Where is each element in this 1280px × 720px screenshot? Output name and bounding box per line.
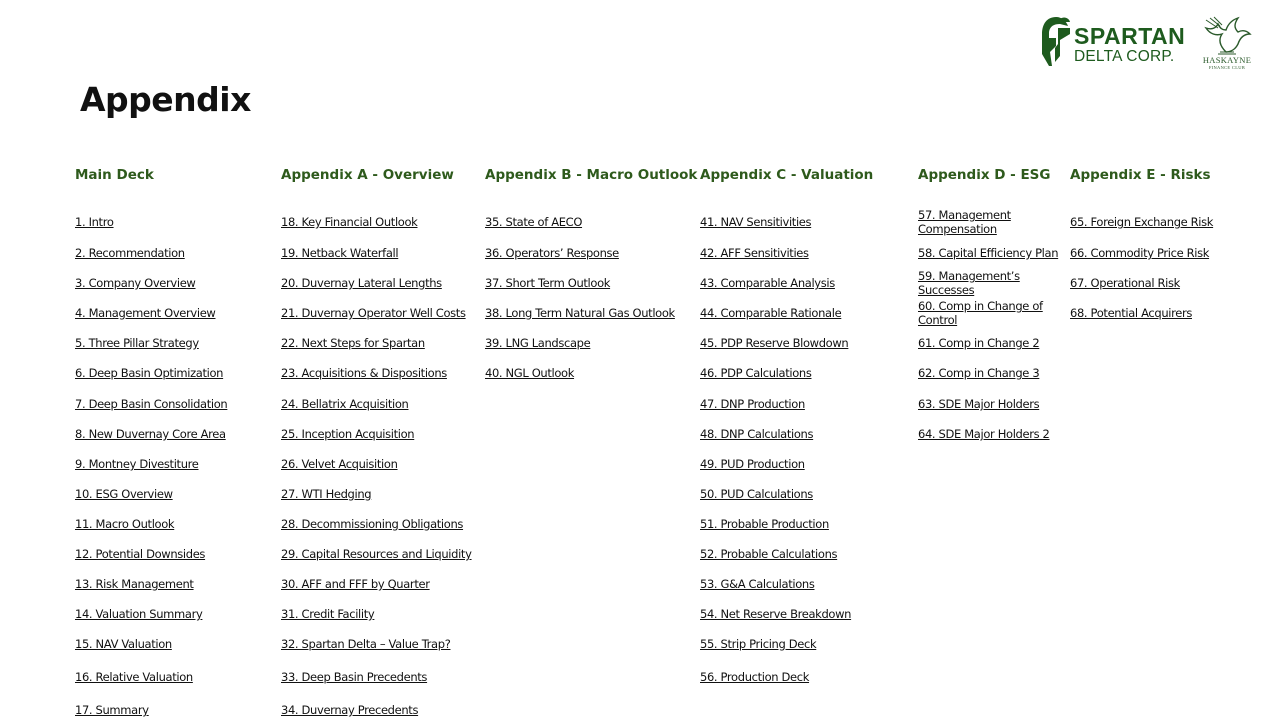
link-foreign-exchange-risk[interactable]: 65. Foreign Exchange Risk [1070,215,1214,229]
link-risk-management[interactable]: 13. Risk Management [75,577,194,591]
link-pud-production[interactable]: 49. PUD Production [700,457,805,471]
column-heading: Main Deck [75,167,154,183]
link-deep-basin-consolidation[interactable]: 7. Deep Basin Consolidation [75,397,228,411]
column-heading: Appendix D - ESG [918,167,1051,183]
column-appendix-d [918,166,1059,441]
column-heading: Appendix A - Overview [281,167,454,183]
link-duvernay-lateral-lengths[interactable]: 20. Duvernay Lateral Lengths [281,276,442,290]
link-dnp-production[interactable]: 47. DNP Production [700,397,805,411]
link-commodity-price-risk[interactable]: 66. Commodity Price Risk [1070,246,1210,260]
finance-club-logo-text: FINANCE CLUB [1208,65,1246,70]
link-aff-fff-by-quarter[interactable]: 30. AFF and FFF by Quarter [281,577,430,591]
link-velvet-acquisition[interactable]: 26. Velvet Acquisition [281,457,398,471]
link-operational-risk[interactable]: 67. Operational Risk [1070,276,1180,290]
link-managements-successes[interactable]: 59. Management’s Successes [918,269,1020,297]
link-duvernay-precedents[interactable]: 34. Duvernay Precedents [281,703,419,717]
link-management-compensation[interactable]: 57. Management Compensation [918,208,1011,236]
link-ga-calculations[interactable]: 53. G&A Calculations [700,577,815,591]
link-sde-major-holders-2[interactable]: 64. SDE Major Holders 2 [918,427,1050,441]
link-valuation-summary[interactable]: 14. Valuation Summary [75,607,203,621]
link-deep-basin-precedents[interactable]: 33. Deep Basin Precedents [281,670,428,684]
spartan-helmet-icon [1040,16,1072,68]
page-title: Appendix [80,80,251,119]
link-decommissioning-obligations[interactable]: 28. Decommissioning Obligations [281,517,464,531]
link-production-deck[interactable]: 56. Production Deck [700,670,810,684]
column-heading: Appendix B - Macro Outlook [485,167,698,183]
link-montney-divestiture[interactable]: 9. Montney Divestiture [75,457,199,471]
column-appendix-b [485,166,698,380]
link-state-of-aeco[interactable]: 35. State of AECO [485,215,583,229]
link-pdp-reserve-blowdown[interactable]: 45. PDP Reserve Blowdown [700,336,849,350]
link-comparable-rationale[interactable]: 44. Comparable Rationale [700,306,842,320]
link-credit-facility[interactable]: 31. Credit Facility [281,607,375,621]
link-comp-in-change-3[interactable]: 62. Comp in Change 3 [918,366,1040,380]
phoenix-icon [1198,16,1256,56]
link-operators-response[interactable]: 36. Operators’ Response [485,246,619,260]
spartan-delta-logo [1040,16,1185,68]
column-appendix-c [700,166,874,684]
link-long-term-natural-gas-outlook[interactable]: 38. Long Term Natural Gas Outlook [485,306,675,320]
delta-corp-logo-text: DELTA CORP. [1074,48,1175,65]
haskayne-logo-text: HASKAYNE [1202,55,1252,65]
link-new-duvernay-core-area[interactable]: 8. New Duvernay Core Area [75,427,226,441]
link-comp-in-change-of-control[interactable]: 60. Comp in Change of Control [918,299,1043,327]
link-potential-downsides[interactable]: 12. Potential Downsides [75,547,206,561]
column-heading: Appendix E - Risks [1070,167,1211,183]
column-appendix-a [281,166,472,717]
link-nav-valuation[interactable]: 15. NAV Valuation [75,637,172,651]
link-pud-calculations[interactable]: 50. PUD Calculations [700,487,813,501]
link-wti-hedging[interactable]: 27. WTI Hedging [281,487,372,501]
link-pdp-calculations[interactable]: 46. PDP Calculations [700,366,812,380]
link-inception-acquisition[interactable]: 25. Inception Acquisition [281,427,415,441]
column-appendix-e [1070,166,1214,320]
link-deep-basin-optimization[interactable]: 6. Deep Basin Optimization [75,366,224,380]
link-netback-waterfall[interactable]: 19. Netback Waterfall [281,246,399,260]
link-comp-in-change-2[interactable]: 61. Comp in Change 2 [918,336,1040,350]
link-capital-efficiency-plan[interactable]: 58. Capital Efficiency Plan [918,246,1059,260]
haskayne-finance-club-logo [1198,16,1258,72]
column-main-deck [75,166,228,717]
link-short-term-outlook[interactable]: 37. Short Term Outlook [485,276,611,290]
link-esg-overview[interactable]: 10. ESG Overview [75,487,173,501]
link-next-steps-for-spartan[interactable]: 22. Next Steps for Spartan [281,336,425,350]
link-management-overview[interactable]: 4. Management Overview [75,306,216,320]
link-relative-valuation[interactable]: 16. Relative Valuation [75,670,193,684]
link-probable-calculations[interactable]: 52. Probable Calculations [700,547,838,561]
link-company-overview[interactable]: 3. Company Overview [75,276,196,290]
link-ngl-outlook[interactable]: 40. NGL Outlook [485,366,575,380]
link-recommendation[interactable]: 2. Recommendation [75,246,185,260]
link-net-reserve-breakdown[interactable]: 54. Net Reserve Breakdown [700,607,852,621]
column-heading: Appendix C - Valuation [700,167,874,183]
link-nav-sensitivities[interactable]: 41. NAV Sensitivities [700,215,812,229]
link-potential-acquirers[interactable]: 68. Potential Acquirers [1070,306,1192,320]
link-comparable-analysis[interactable]: 43. Comparable Analysis [700,276,835,290]
spartan-logo-text: SPARTAN [1074,23,1186,49]
link-three-pillar-strategy[interactable]: 5. Three Pillar Strategy [75,336,199,350]
link-lng-landscape[interactable]: 39. LNG Landscape [485,336,591,350]
link-probable-production[interactable]: 51. Probable Production [700,517,829,531]
link-capital-resources-liquidity[interactable]: 29. Capital Resources and Liquidity [281,547,472,561]
link-bellatrix-acquisition[interactable]: 24. Bellatrix Acquisition [281,397,409,411]
link-duvernay-operator-well-costs[interactable]: 21. Duvernay Operator Well Costs [281,306,466,320]
link-macro-outlook[interactable]: 11. Macro Outlook [75,517,175,531]
link-dnp-calculations[interactable]: 48. DNP Calculations [700,427,814,441]
link-sde-major-holders[interactable]: 63. SDE Major Holders [918,397,1040,411]
link-key-financial-outlook[interactable]: 18. Key Financial Outlook [281,215,418,229]
link-summary[interactable]: 17. Summary [75,703,149,717]
link-intro[interactable]: 1. Intro [75,215,114,229]
link-value-trap[interactable]: 32. Spartan Delta – Value Trap? [281,637,451,651]
link-acquisitions-dispositions[interactable]: 23. Acquisitions & Dispositions [281,366,447,380]
link-strip-pricing-deck[interactable]: 55. Strip Pricing Deck [700,637,817,651]
link-aff-sensitivities[interactable]: 42. AFF Sensitivities [700,246,809,260]
